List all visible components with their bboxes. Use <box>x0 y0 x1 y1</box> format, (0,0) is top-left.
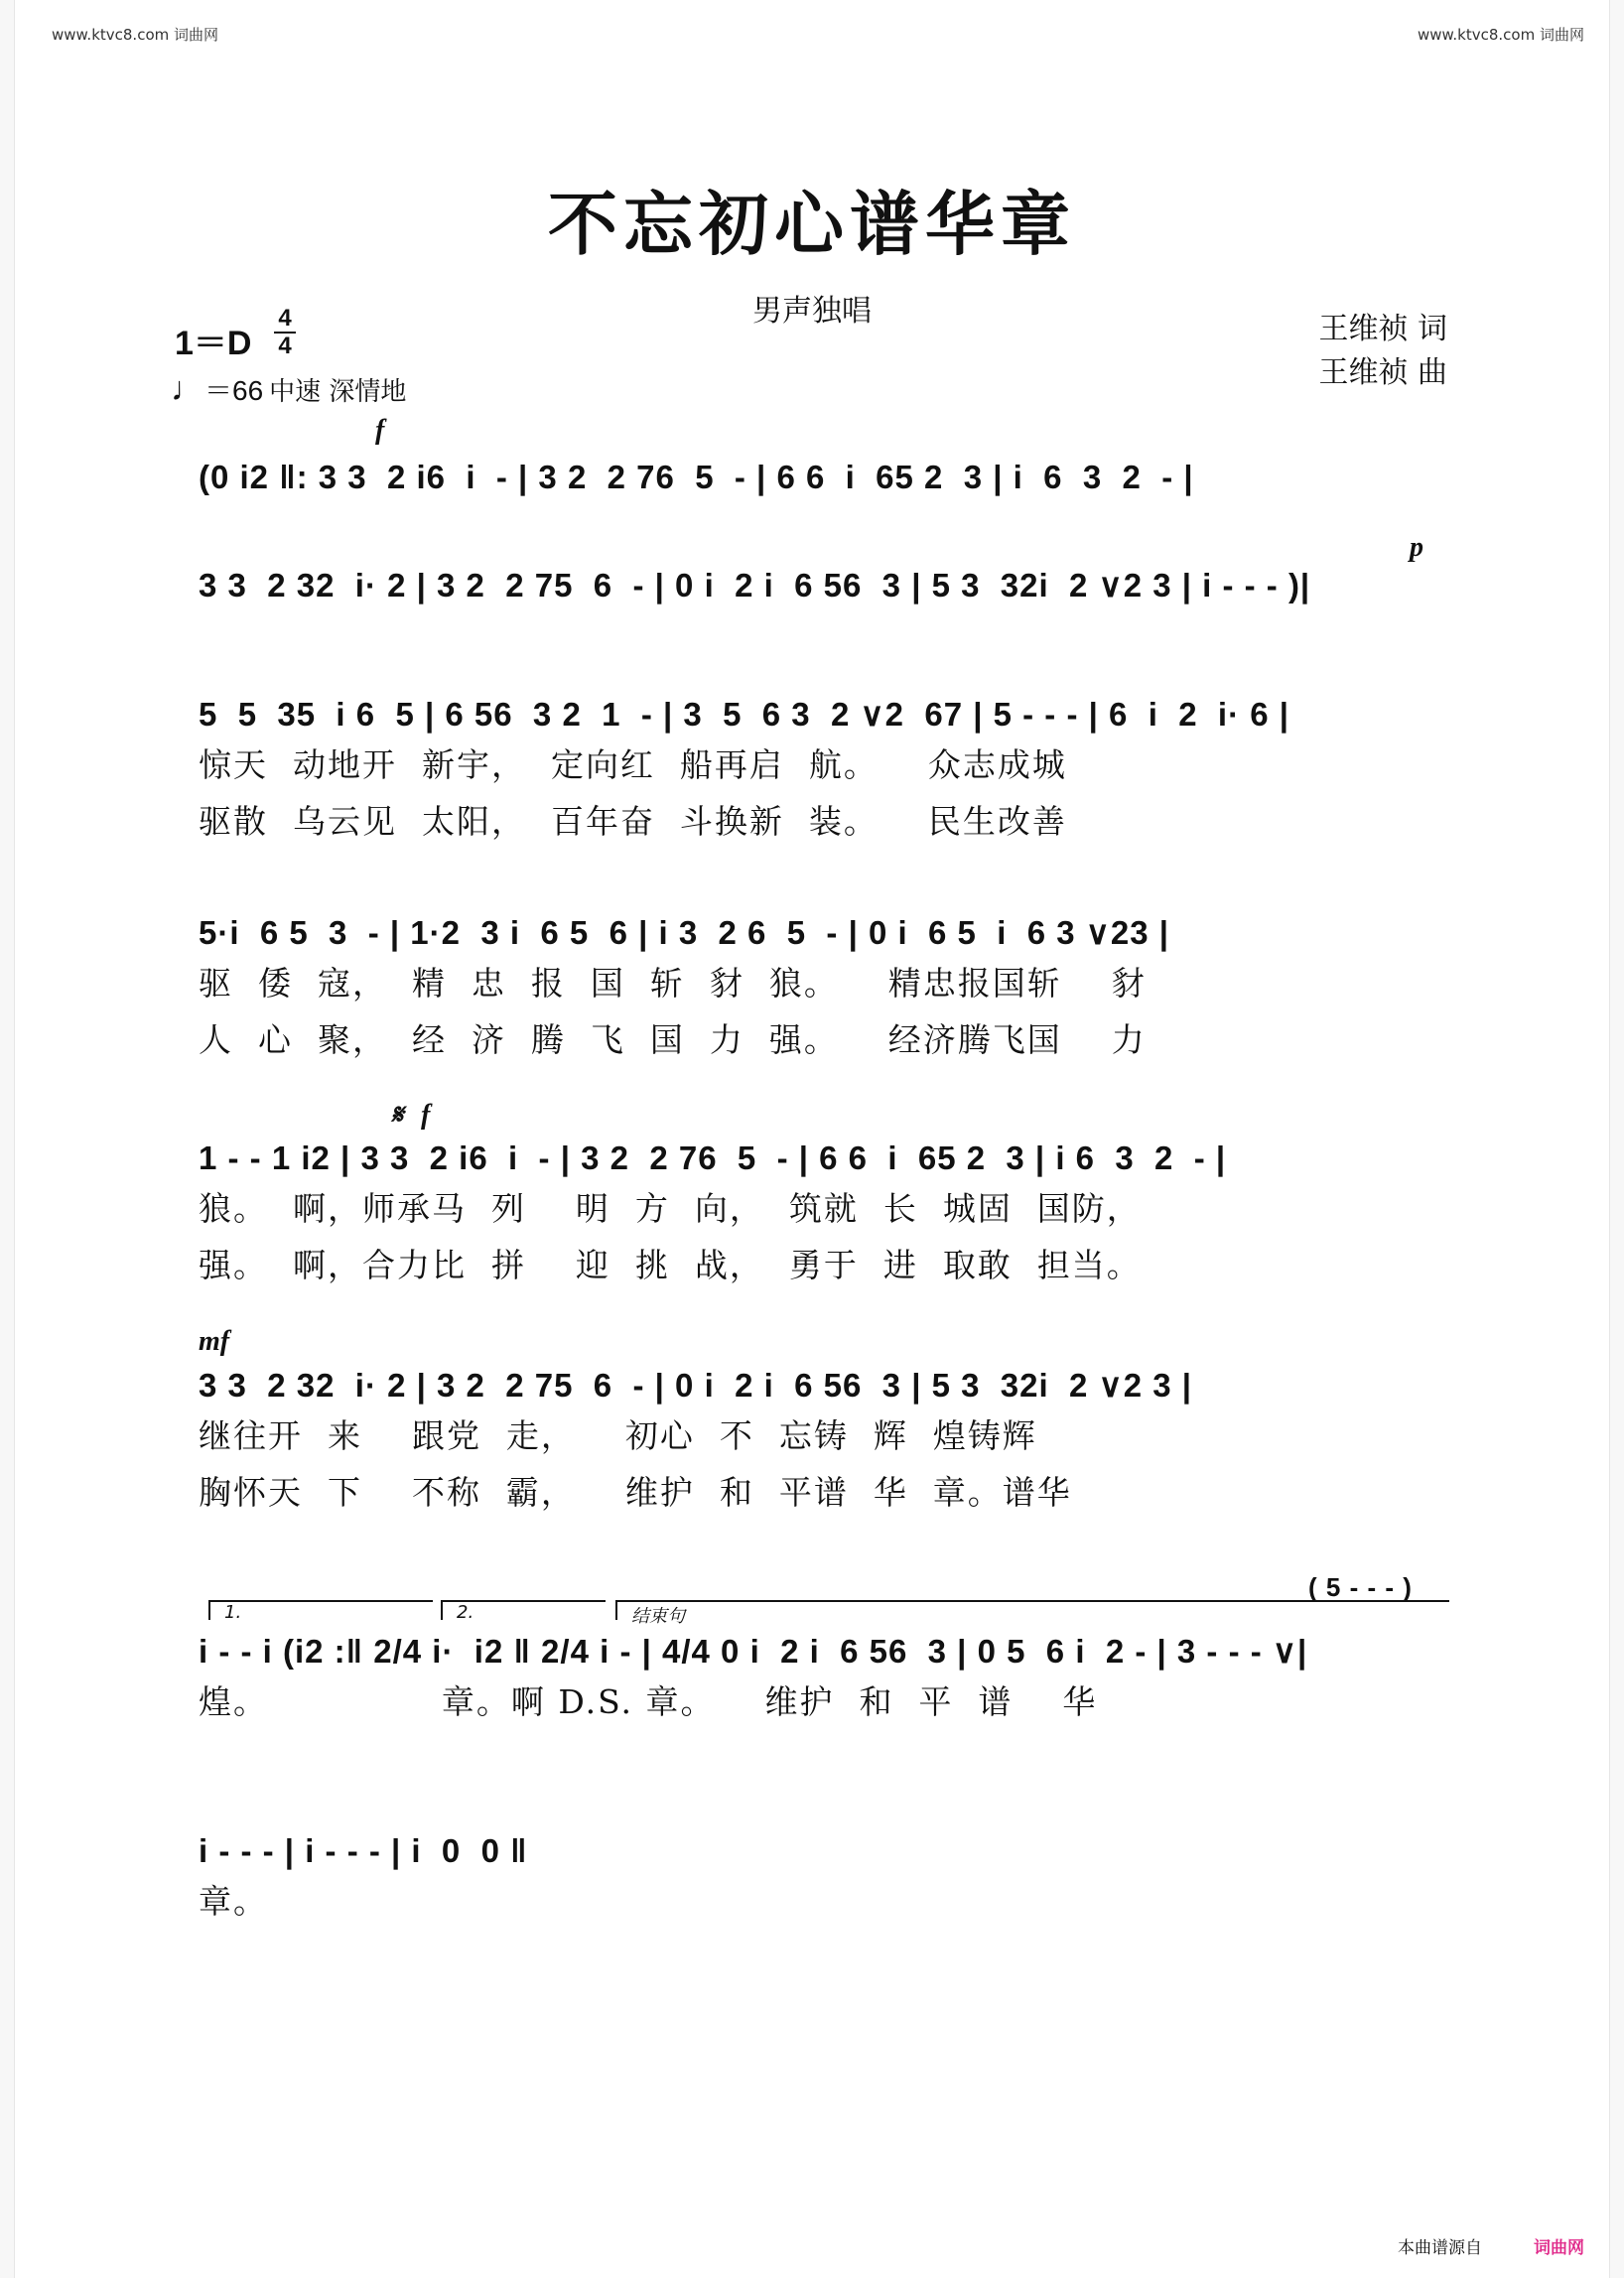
score-line-5 <box>199 1139 1469 1286</box>
forte-mark: f <box>375 415 385 446</box>
notation-row: i - - i (i2 :‖ 2/4 i· i2 ‖ 2/4 i - | 4/4 0 i 2 i 6 56 3 | 0 5 6 i 2 - | 3 - - - ∨| <box>199 1633 1308 1670</box>
volta-1-label: 1. <box>224 1602 242 1623</box>
lyric-verse-2: 强。 啊，合力比 拼 迎 挑 战， 勇于 进 取敢 担当。 <box>199 1246 1142 1284</box>
time-signature <box>274 306 296 359</box>
notation-row: 3 3 2 32 i· 2 | 3 2 2 75 6 - | 0 i 2 i 6 56 3 | 5 3 32i 2 ∨2 3 | i - - - )| <box>199 567 1311 603</box>
notation-row: (0 i2 ‖: 3 3 2 i6 i - | 3 2 2 76 5 - | 6 6 i 65 2 3 | i 6 3 2 - | <box>199 459 1194 495</box>
tempo-marking <box>171 369 406 409</box>
credits <box>1318 308 1447 395</box>
lyric-verse-1: 继往开 来 跟党 走， 初心 不 忘铸 辉 煌铸辉 <box>199 1416 1037 1455</box>
score-line-1 <box>199 459 1469 496</box>
song-title: 不忘初心谱华章 <box>548 183 1076 265</box>
site-label-left: www.ktvc8.com 词曲网 <box>52 26 219 44</box>
mezzo-forte-mark: mf <box>199 1326 230 1357</box>
score-line-6 <box>199 1366 1469 1514</box>
meter-top: 4 <box>278 305 292 332</box>
lyric-verse-1: 章。 <box>199 1882 268 1921</box>
forte-mark-2: f <box>421 1100 431 1131</box>
tempo-description: 中速 深情地 <box>269 377 407 407</box>
meter-bottom: 4 <box>278 333 292 359</box>
piano-mark: p <box>1410 532 1423 563</box>
segno-mark: 𝄋 <box>391 1100 404 1131</box>
notation-row: 5·i 6 5 3 - | 1·2 3 i 6 5 6 | i 3 2 6 5 - | 0 i 6 5 i 6 3 ∨23 | <box>199 914 1170 951</box>
lyric-verse-2: 人 心 聚， 经 济 腾 飞 国 力 强。 经济腾飞国 力 <box>199 1020 1147 1059</box>
lyric-verse-1: 煌。 章。啊 D.S. 章。 维护 和 平 谱 华 <box>199 1682 1098 1721</box>
score-line-8 <box>199 1832 1469 1923</box>
song-subtitle: 男声独唱 <box>752 294 872 329</box>
notation-row: i - - - | i - - - | i 0 0 ‖ <box>199 1832 528 1869</box>
footer-source: 本曲谱源自 <box>1398 2238 1482 2258</box>
tempo-value: ＝66 <box>204 375 264 406</box>
lyric-verse-1: 惊天 动地开 新宇， 定向红 船再启 航。 众志成城 <box>199 745 1067 784</box>
notation-row: 5 5 35 i 6 5 | 6 56 3 2 1 - | 3 5 6 3 2 ∨2 67 | 5 - - - | 6 i 2 i· 6 | <box>199 696 1289 733</box>
notation-row: 3 3 2 32 i· 2 | 3 2 2 75 6 - | 0 i 2 i 6 56 3 | 5 3 32i 2 ∨2 3 | <box>199 1367 1192 1404</box>
left-margin-strip <box>0 0 15 2278</box>
score-line-4 <box>199 913 1469 1061</box>
score-line-2 <box>199 566 1469 604</box>
lyric-verse-1: 驱 倭 寇， 精 忠 报 国 斩 豺 狼。 精忠报国斩 豺 <box>199 964 1147 1003</box>
volta-2-bracket-end <box>441 1600 443 1620</box>
bracketed-note: ( 5 - - - ) <box>1308 1572 1413 1602</box>
coda-bracket-end <box>615 1600 617 1620</box>
score-line-7 <box>199 1632 1469 1723</box>
volta-1-bracket <box>208 1600 433 1602</box>
notation-row: 1 - - 1 i2 | 3 3 2 i6 i - | 3 2 2 76 5 - | 6 6 i 65 2 3 | i 6 3 2 - | <box>199 1139 1227 1176</box>
lyric-verse-1: 狼。 啊，师承马 列 明 方 向， 筑就 长 城固 国防， <box>199 1189 1142 1228</box>
footer-brand-logo: 词曲网 <box>1534 2238 1584 2258</box>
composer: 王维祯 曲 <box>1318 355 1447 390</box>
lyricist: 王维祯 词 <box>1318 312 1447 346</box>
right-margin-strip <box>1609 0 1624 2278</box>
coda-label: 结束句 <box>631 1606 685 1627</box>
site-label-right: www.ktvc8.com 词曲网 <box>1417 26 1584 44</box>
footer <box>1398 2233 1584 2258</box>
key-signature: 1＝D <box>175 325 252 362</box>
lyric-verse-2: 驱散 乌云见 太阳， 百年奋 斗换新 装。 民生改善 <box>199 802 1067 841</box>
quarter-note-icon: ♩ <box>171 370 204 408</box>
volta-1-bracket-end <box>208 1600 210 1620</box>
score-line-3 <box>199 695 1469 843</box>
lyric-verse-2: 胸怀天 下 不称 霸， 维护 和 平谱 华 章。谱华 <box>199 1473 1072 1512</box>
volta-2-label: 2. <box>457 1602 474 1623</box>
